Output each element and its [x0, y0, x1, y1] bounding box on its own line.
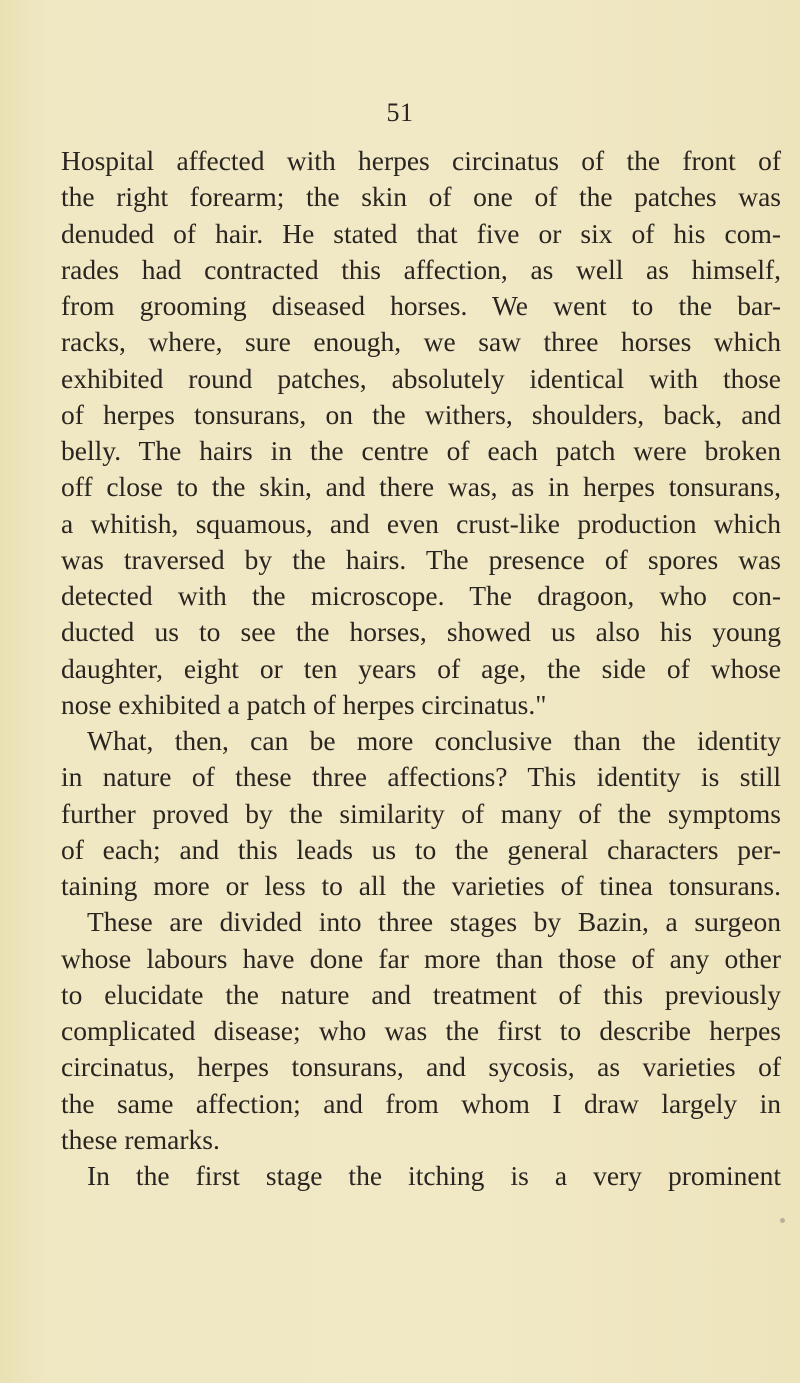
paper-speck: [780, 1218, 785, 1223]
text-line: whose labours have done far more than those of any other: [61, 942, 781, 974]
text-line: of each; and this leads us to the general characters per-: [61, 833, 781, 865]
text-line: from grooming diseased horses. We went to the bar-: [61, 290, 781, 321]
text-line: belly. The hairs in the centre of each patch were broken: [61, 435, 781, 466]
text-line: detected with the microscope. The dragoon, who con-: [61, 580, 781, 611]
text-line: ducted us to see the horses, showed us also his young: [61, 616, 781, 648]
text-line: exhibited round patches, absolutely identical with those: [61, 362, 781, 394]
text-line: Hospital affected with herpes circinatus of the front of: [61, 145, 781, 176]
text-line: these remarks.: [61, 1123, 220, 1155]
text-line: nose exhibited a patch of herpes circinatus.": [61, 688, 547, 720]
text-line: further proved by the similarity of many of the symptoms: [61, 797, 781, 829]
text-line: the same affection; and from whom I draw largely in: [61, 1087, 781, 1119]
text-line: in nature of these three affections? This identity is still: [61, 761, 781, 793]
text-line: of herpes tonsurans, on the withers, shoulders, back, and: [61, 398, 781, 430]
page-number: 51: [386, 98, 414, 127]
text-line: complicated disease; who was the first to describe herpes: [61, 1015, 781, 1046]
text-line: the right forearm; the skin of one of the patches was: [61, 181, 781, 213]
text-line: racks, where, sure enough, we saw three horses which: [61, 326, 781, 358]
text-line: to elucidate the nature and treatment of this previously: [61, 978, 781, 1010]
text-line: rades had contracted this affection, as well as himself,: [61, 253, 781, 285]
text-line: off close to the skin, and there was, as in herpes tonsurans,: [61, 471, 781, 503]
text-line: What, then, can be more conclusive than the identity: [87, 725, 781, 756]
text-line: a whitish, squamous, and even crust-like production which: [61, 507, 781, 539]
text-line: taining more or less to all the varieties of tinea tonsurans.: [61, 870, 781, 901]
text-line: was traversed by the hairs. The presence of spores was: [61, 543, 781, 575]
text-line: denuded of hair. He stated that five or six of his com-: [61, 217, 781, 249]
text-line: daughter, eight or ten years of age, the side of whose: [61, 652, 781, 684]
text-line: In the first stage the itching is a very prominent: [87, 1160, 781, 1191]
body-text: [61, 143, 781, 1194]
text-line: circinatus, herpes tonsurans, and sycosis, as varieties of: [61, 1051, 781, 1083]
text-line: These are divided into three stages by Bazin, a surgeon: [87, 906, 781, 938]
